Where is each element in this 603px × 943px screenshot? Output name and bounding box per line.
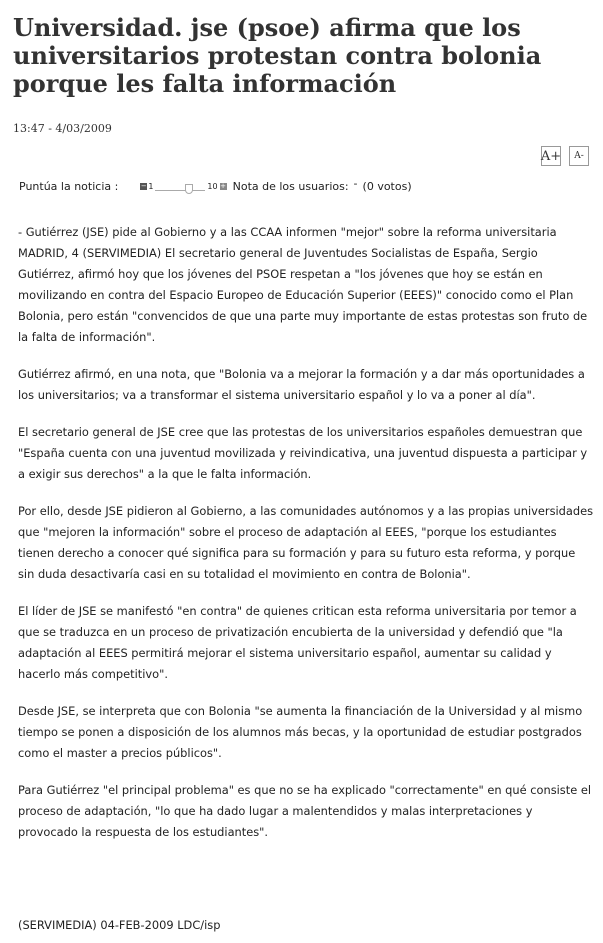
article-paragraph: Gutiérrez afirmó, en una nota, que "Bolonia va a mejorar la formación y a dar más oportunidades a los universitarios; va a transformar el sistema universitario español y lo va a poner al día". [18,367,585,402]
users-rating-score: - [353,177,358,190]
rating-slider-track[interactable] [155,182,205,191]
article-signature: (SERVIMEDIA) 04-FEB-2009 LDC/isp [18,918,221,932]
article-paragraph: - Gutiérrez (JSE) pide al Gobierno y a las CCAA informen "mejor" sobre la reforma universitaria MADRID, 4 (SERVIMEDIA) El secretario general de Juventudes Socialistas de España, Sergio Gutiérrez, afirmó hoy que los jóvenes del PSOE respetan a "los jóvenes que hoy se están en movilizando en contra del Espacio Europeo de Educación Superior (EEES)" conocido como el Plan Bolonia, pero están "convencidos de que una parte muy importante de estas protestas son fruto de la falta de información". [18,225,588,344]
rating-decrease-button[interactable]: − [140,182,147,190]
article-headline: Universidad. jse (psoe) afirma que los universitarios protestan contra bolonia porque les falta información [13,13,542,98]
rating-increase-button[interactable]: + [220,182,227,190]
increase-font-button[interactable]: A+ [541,146,561,166]
rating-max-label: 10 [207,182,218,191]
rating-slider[interactable] [140,182,226,191]
article-paragraph: El secretario general de JSE cree que las protestas de los universitarios españoles demuestran que "España cuenta con una juventud movilizada y reivindicativa, una juventud dispuesta a participar y a exigir sus derechos" a la que le falta información. [18,425,588,481]
article-body [18,222,594,859]
rating-label: Puntúa la noticia : [19,180,119,193]
rating-min-label: 1 [148,182,154,191]
article-paragraph: El líder de JSE se manifestó "en contra" de quienes critican esta reforma universitaria por temor a que se traduzca en un proceso de privatización encubierta de la universidad y defendió que "la adaptación al EEES permitirá mejorar el sistema universitario español, aumentar su calidad y hacerlo más competitivo". [18,604,577,681]
article-dateline: 13:47 - 4/03/2009 [13,122,112,135]
article-paragraph: Para Gutiérrez "el principal problema" es que no se ha explicado "correctamente" en qué consiste el proceso de adaptación, "lo que ha dado lugar a malentendidos y malas interpretaciones y provocado la respuesta de los estudiantes". [18,783,591,839]
article-paragraph: Por ello, desde JSE pidieron al Gobierno, a las comunidades autónomos y a las propias universidades que "mejoren la información" sobre el proceso de adaptación al EEES, "porque los estudiantes tienen derecho a conocer qué significa para su formación y para su futuro esta reforma, y porque sin duda desactivaría casi en su totalidad el movimiento en contra de Bolonia". [18,504,594,581]
font-size-tools [541,146,589,166]
rating-slider-thumb[interactable] [185,184,193,194]
rating-bar [19,177,412,193]
users-rating-label: Nota de los usuarios: [232,180,349,193]
decrease-font-button[interactable]: A- [569,146,589,166]
users-vote-count: (0 votos) [362,180,412,193]
article-paragraph: Desde JSE, se interpreta que con Bolonia "se aumenta la financiación de la Universidad y al mismo tiempo se ponen a disposición de los alumnos más becas, y la oportunidad de estudiar postgrados como el master a precios públicos". [18,704,583,760]
